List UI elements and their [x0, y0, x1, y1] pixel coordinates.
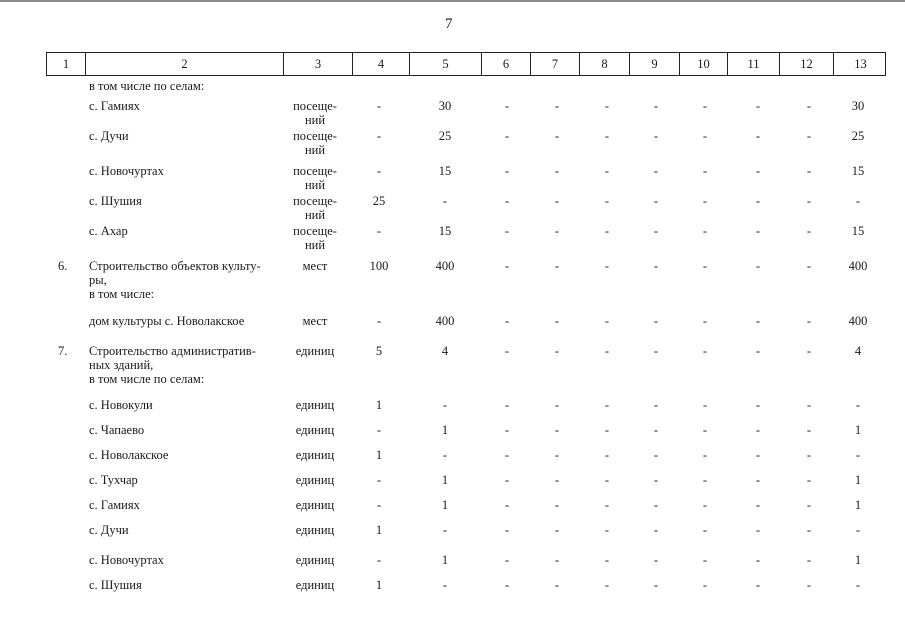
row-value-col-6: -	[504, 398, 510, 412]
row-value-col-9: -	[653, 224, 659, 238]
row-value-col-13: 1	[854, 498, 862, 512]
row-value-col-4: 25	[372, 194, 386, 208]
row-value-col-9: -	[653, 498, 659, 512]
row-value-col-13: 25	[851, 129, 865, 143]
header-col-10: 10	[680, 53, 728, 75]
row-name: с. Новочуртах	[89, 553, 164, 567]
row-value-col-12: -	[806, 448, 812, 462]
row-value-col-10: -	[702, 398, 708, 412]
row-name: с. Гамиях	[89, 99, 140, 113]
row-value-col-4: 1	[375, 578, 383, 592]
row-value-col-8: -	[604, 194, 610, 208]
row-value-col-11: -	[755, 448, 761, 462]
row-value-col-13: -	[855, 398, 861, 412]
row-name: с. Чапаево	[89, 423, 145, 437]
row-value-col-7: -	[554, 164, 560, 178]
row-value-col-9: -	[653, 398, 659, 412]
row-value-col-12: -	[806, 578, 812, 592]
row-value-col-8: -	[604, 259, 610, 273]
row-name: с. Гамиях	[89, 498, 140, 512]
row-value-col-6: -	[504, 259, 510, 273]
row-value-col-10: -	[702, 344, 708, 358]
row-unit: единиц	[295, 448, 335, 462]
row-value-col-8: -	[604, 523, 610, 537]
row-name: Строительство объектов культу- ры, в том числе:	[89, 259, 261, 301]
row-value-col-5: 1	[441, 553, 449, 567]
row-value-col-4: -	[376, 99, 382, 113]
header-col-6: 6	[482, 53, 531, 75]
row-value-col-9: -	[653, 448, 659, 462]
row-unit: единиц	[295, 498, 335, 512]
row-value-col-6: -	[504, 448, 510, 462]
row-value-col-5: 1	[441, 473, 449, 487]
row-value-col-7: -	[554, 578, 560, 592]
row-value-col-13: -	[855, 194, 861, 208]
row-value-col-5: 1	[441, 498, 449, 512]
row-value-col-7: -	[554, 194, 560, 208]
row-value-col-4: -	[376, 164, 382, 178]
row-value-col-13: 1	[854, 473, 862, 487]
row-value-col-10: -	[702, 423, 708, 437]
row-value-col-9: -	[653, 423, 659, 437]
scan-top-edge	[0, 0, 905, 2]
row-value-col-6: -	[504, 473, 510, 487]
row-value-col-4: 5	[375, 344, 383, 358]
row-value-col-11: -	[755, 99, 761, 113]
row-name: в том числе по селам:	[89, 79, 205, 93]
row-value-col-8: -	[604, 344, 610, 358]
row-value-col-9: -	[653, 164, 659, 178]
row-value-col-9: -	[653, 578, 659, 592]
row-value-col-4: -	[376, 423, 382, 437]
row-unit: единиц	[295, 423, 335, 437]
row-number: 7.	[58, 344, 68, 358]
row-value-col-11: -	[755, 398, 761, 412]
row-value-col-13: 400	[848, 259, 868, 273]
row-value-col-4: -	[376, 129, 382, 143]
row-value-col-12: -	[806, 129, 812, 143]
row-unit: посеще- ний	[293, 99, 337, 127]
row-value-col-4: -	[376, 553, 382, 567]
header-col-3: 3	[284, 53, 353, 75]
row-value-col-13: -	[855, 448, 861, 462]
row-value-col-13: 15	[851, 224, 865, 238]
row-name: с. Новолакское	[89, 448, 169, 462]
row-value-col-13: 1	[854, 553, 862, 567]
row-value-col-5: -	[442, 578, 448, 592]
row-value-col-12: -	[806, 344, 812, 358]
row-value-col-5: 1	[441, 423, 449, 437]
row-value-col-9: -	[653, 473, 659, 487]
row-unit: мест	[302, 314, 328, 328]
row-value-col-8: -	[604, 224, 610, 238]
row-value-col-11: -	[755, 523, 761, 537]
page-number: 7	[445, 16, 453, 32]
row-value-col-10: -	[702, 523, 708, 537]
row-value-col-11: -	[755, 259, 761, 273]
row-value-col-4: -	[376, 224, 382, 238]
row-value-col-4: 100	[369, 259, 389, 273]
row-name: Строительство административ- ных зданий, в том числе по селам:	[89, 344, 256, 386]
row-value-col-13: -	[855, 523, 861, 537]
row-unit: единиц	[295, 553, 335, 567]
row-value-col-5: 400	[435, 314, 455, 328]
row-value-col-11: -	[755, 194, 761, 208]
row-value-col-7: -	[554, 314, 560, 328]
row-value-col-4: -	[376, 473, 382, 487]
row-value-col-5: 25	[438, 129, 452, 143]
row-unit: единиц	[295, 578, 335, 592]
row-value-col-10: -	[702, 448, 708, 462]
row-value-col-11: -	[755, 129, 761, 143]
row-value-col-9: -	[653, 553, 659, 567]
row-value-col-8: -	[604, 448, 610, 462]
row-value-col-12: -	[806, 423, 812, 437]
header-col-9: 9	[630, 53, 680, 75]
row-value-col-6: -	[504, 194, 510, 208]
header-col-8: 8	[580, 53, 630, 75]
row-value-col-4: 1	[375, 448, 383, 462]
row-value-col-7: -	[554, 473, 560, 487]
row-value-col-8: -	[604, 553, 610, 567]
row-value-col-7: -	[554, 553, 560, 567]
row-value-col-13: 30	[851, 99, 865, 113]
row-value-col-7: -	[554, 448, 560, 462]
row-unit: посеще- ний	[293, 164, 337, 192]
row-name: с. Новокули	[89, 398, 153, 412]
row-value-col-12: -	[806, 259, 812, 273]
row-value-col-4: -	[376, 498, 382, 512]
row-value-col-4: -	[376, 314, 382, 328]
row-value-col-9: -	[653, 259, 659, 273]
row-unit: единиц	[295, 344, 335, 358]
row-value-col-11: -	[755, 473, 761, 487]
row-value-col-13: 15	[851, 164, 865, 178]
row-unit: посеще- ний	[293, 129, 337, 157]
row-value-col-9: -	[653, 523, 659, 537]
row-unit: посеще- ний	[293, 194, 337, 222]
row-value-col-5: 400	[435, 259, 455, 273]
row-value-col-7: -	[554, 224, 560, 238]
row-value-col-9: -	[653, 99, 659, 113]
row-value-col-12: -	[806, 398, 812, 412]
row-unit: единиц	[295, 398, 335, 412]
row-value-col-13: 1	[854, 423, 862, 437]
row-value-col-7: -	[554, 523, 560, 537]
row-value-col-10: -	[702, 194, 708, 208]
row-value-col-12: -	[806, 224, 812, 238]
row-name: с. Дучи	[89, 523, 129, 537]
row-value-col-11: -	[755, 578, 761, 592]
row-value-col-10: -	[702, 314, 708, 328]
row-value-col-10: -	[702, 578, 708, 592]
header-col-12: 12	[780, 53, 834, 75]
row-value-col-8: -	[604, 99, 610, 113]
header-col-11: 11	[728, 53, 780, 75]
row-value-col-8: -	[604, 129, 610, 143]
row-value-col-7: -	[554, 423, 560, 437]
row-value-col-6: -	[504, 164, 510, 178]
row-value-col-4: 1	[375, 398, 383, 412]
row-value-col-12: -	[806, 553, 812, 567]
row-name: с. Дучи	[89, 129, 129, 143]
row-name: с. Тухчар	[89, 473, 138, 487]
row-value-col-8: -	[604, 423, 610, 437]
row-value-col-11: -	[755, 164, 761, 178]
row-name: дом культуры с. Новолакское	[89, 314, 245, 328]
row-value-col-11: -	[755, 224, 761, 238]
header-col-7: 7	[531, 53, 580, 75]
header-col-2: 2	[86, 53, 284, 75]
row-value-col-6: -	[504, 314, 510, 328]
row-name: с. Ахар	[89, 224, 128, 238]
row-number: 6.	[58, 259, 68, 273]
row-unit: посеще- ний	[293, 224, 337, 252]
row-value-col-6: -	[504, 578, 510, 592]
header-col-5: 5	[410, 53, 482, 75]
row-value-col-6: -	[504, 423, 510, 437]
row-value-col-11: -	[755, 344, 761, 358]
row-value-col-7: -	[554, 259, 560, 273]
row-value-col-5: 30	[438, 99, 452, 113]
row-value-col-5: 4	[441, 344, 449, 358]
row-value-col-7: -	[554, 398, 560, 412]
row-value-col-12: -	[806, 99, 812, 113]
row-value-col-5: 15	[438, 164, 452, 178]
row-value-col-8: -	[604, 498, 610, 512]
row-value-col-11: -	[755, 314, 761, 328]
row-value-col-10: -	[702, 129, 708, 143]
row-unit: единиц	[295, 523, 335, 537]
row-value-col-7: -	[554, 99, 560, 113]
row-value-col-12: -	[806, 314, 812, 328]
row-value-col-9: -	[653, 194, 659, 208]
row-value-col-12: -	[806, 473, 812, 487]
row-value-col-8: -	[604, 164, 610, 178]
row-name: с. Новочуртах	[89, 164, 164, 178]
row-value-col-13: 400	[848, 314, 868, 328]
row-value-col-5: -	[442, 448, 448, 462]
row-value-col-12: -	[806, 164, 812, 178]
row-value-col-11: -	[755, 498, 761, 512]
row-unit: мест	[302, 259, 328, 273]
row-value-col-12: -	[806, 498, 812, 512]
row-value-col-7: -	[554, 129, 560, 143]
header-col-13: 13	[854, 57, 867, 71]
row-value-col-8: -	[604, 314, 610, 328]
row-value-col-10: -	[702, 498, 708, 512]
row-name: с. Шушия	[89, 578, 142, 592]
row-value-col-8: -	[604, 578, 610, 592]
row-value-col-9: -	[653, 344, 659, 358]
row-value-col-13: 4	[854, 344, 862, 358]
row-value-col-10: -	[702, 473, 708, 487]
row-value-col-5: -	[442, 194, 448, 208]
row-value-col-8: -	[604, 473, 610, 487]
row-value-col-6: -	[504, 523, 510, 537]
row-value-col-12: -	[806, 523, 812, 537]
header-col-4: 4	[353, 53, 410, 75]
row-value-col-6: -	[504, 99, 510, 113]
row-value-col-11: -	[755, 553, 761, 567]
row-value-col-10: -	[702, 164, 708, 178]
row-value-col-9: -	[653, 129, 659, 143]
row-value-col-7: -	[554, 344, 560, 358]
row-value-col-13: -	[855, 578, 861, 592]
row-value-col-5: -	[442, 398, 448, 412]
row-unit: единиц	[295, 473, 335, 487]
row-value-col-10: -	[702, 553, 708, 567]
row-value-col-6: -	[504, 224, 510, 238]
row-value-col-5: 15	[438, 224, 452, 238]
row-value-col-6: -	[504, 553, 510, 567]
row-value-col-4: 1	[375, 523, 383, 537]
row-value-col-7: -	[554, 498, 560, 512]
row-value-col-9: -	[653, 314, 659, 328]
row-value-col-6: -	[504, 344, 510, 358]
row-name: с. Шушия	[89, 194, 142, 208]
row-value-col-12: -	[806, 194, 812, 208]
row-value-col-10: -	[702, 259, 708, 273]
row-value-col-5: -	[442, 523, 448, 537]
row-value-col-10: -	[702, 99, 708, 113]
row-value-col-8: -	[604, 398, 610, 412]
row-value-col-11: -	[755, 423, 761, 437]
row-value-col-6: -	[504, 498, 510, 512]
table-header	[46, 52, 886, 76]
row-value-col-10: -	[702, 224, 708, 238]
row-value-col-6: -	[504, 129, 510, 143]
header-col-1: 1	[47, 53, 86, 75]
